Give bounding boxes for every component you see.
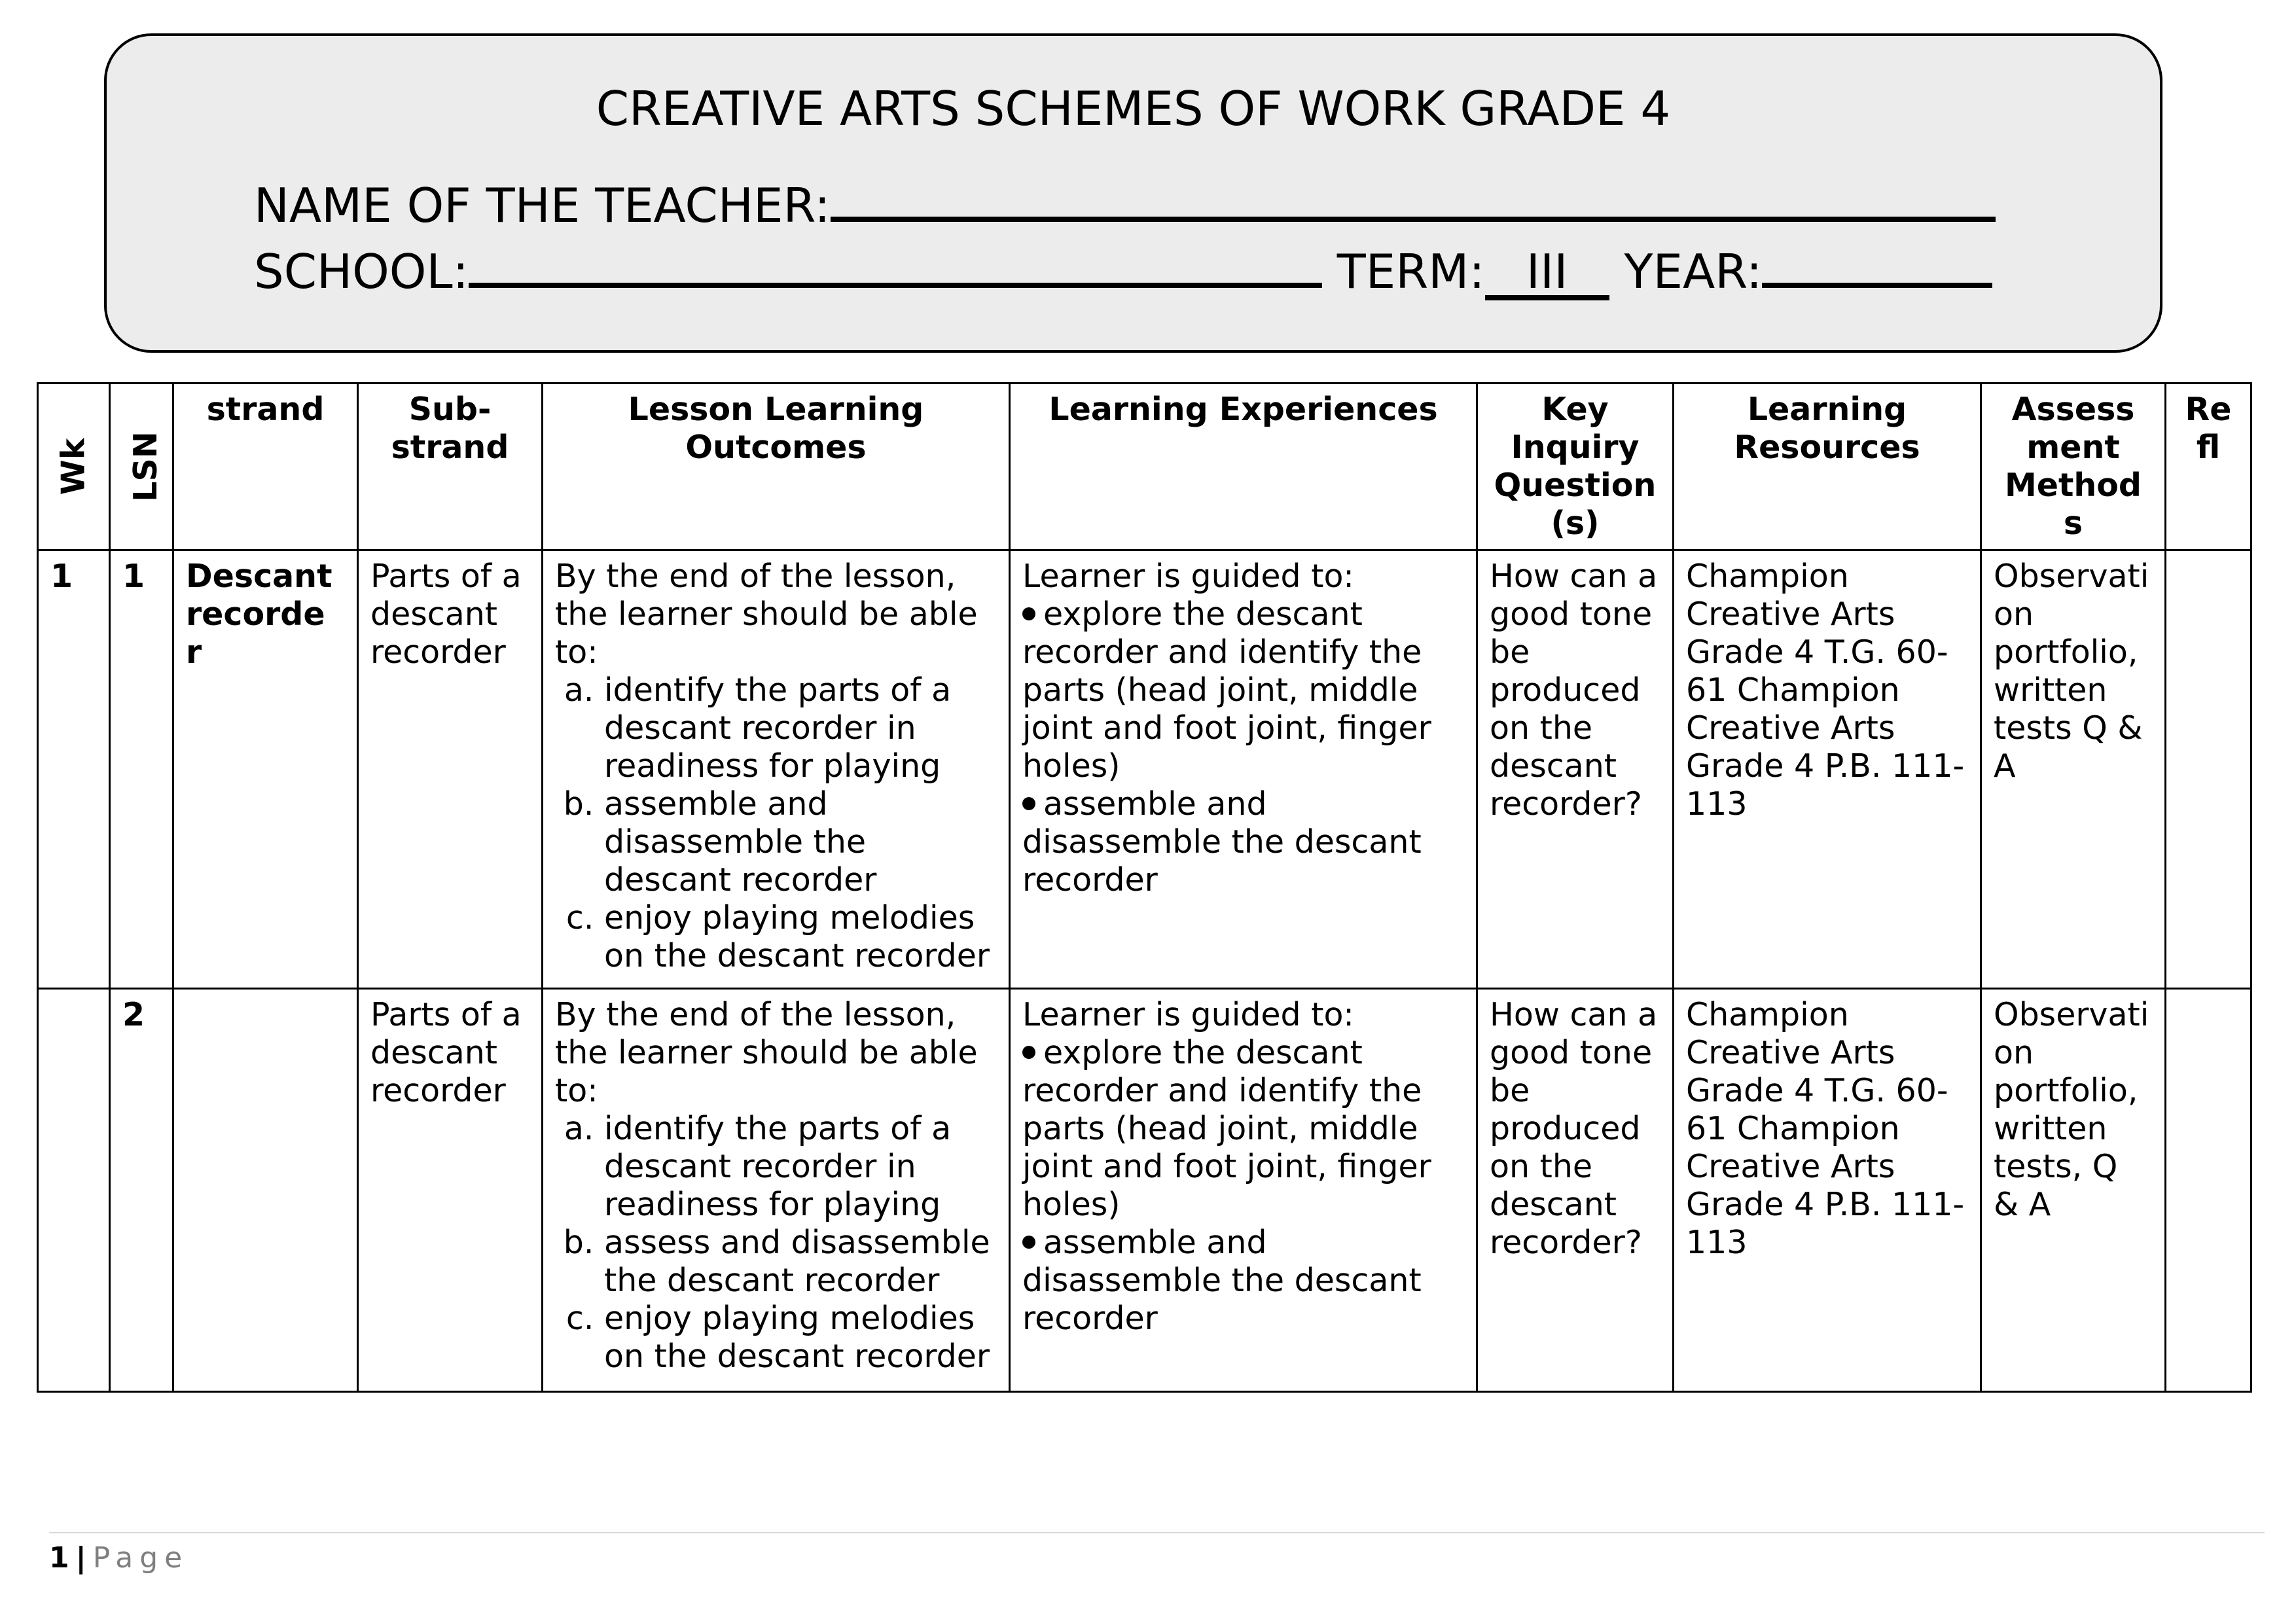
header-inquiry: Key Inquiry Question (s) (1477, 383, 1674, 550)
cell-strand: Descant recorde r (173, 550, 358, 989)
outcome-item: a. identify the parts of a descant recorder in readiness for playing (604, 1110, 997, 1224)
experience-item: explore the descant recorder and identify the parts (head joint, middle joint and foot joint, finger holes) (1022, 596, 1431, 785)
cell-lsn: 2 (110, 989, 173, 1392)
header-outcomes: Lesson Learning Outcomes (543, 383, 1010, 550)
document-title: CREATIVE ARTS SCHEMES OF WORK GRADE 4 (596, 81, 1671, 136)
experience-item: assemble and disassemble the descant recorder (1022, 785, 1422, 899)
header-reflection: Re fl (2166, 383, 2251, 550)
page-label: Page (92, 1541, 189, 1575)
schemes-table (37, 382, 2252, 1393)
year-label: YEAR: (1624, 244, 1763, 299)
year-blank (1762, 243, 1992, 288)
outcome-item: a. identify the parts of a descant recorder in readiness for playing (604, 671, 997, 785)
school-blank (469, 243, 1322, 288)
footer-divider (49, 1532, 2265, 1533)
outcomes-list (555, 1110, 997, 1376)
cell-inquiry: How can a good tone be produced on the descant recorder? (1477, 550, 1674, 989)
cell-experiences (1010, 989, 1477, 1392)
cell-assessment: Observati on portfolio, written tests Q & A (1981, 550, 2166, 989)
teacher-label: NAME OF THE TEACHER: (254, 178, 831, 233)
term-value: III (1485, 248, 1609, 300)
outcome-item: b. assess and disassemble the descant recorder (604, 1224, 997, 1300)
cell-outcomes (543, 989, 1010, 1392)
cell-reflection (2166, 550, 2251, 989)
experiences-intro: Learner is guided to: (1022, 996, 1354, 1033)
footer-separator: | (75, 1541, 86, 1575)
header-wk: Wk (38, 383, 110, 550)
header-lsn: LSN (110, 383, 173, 550)
experience-item: assemble and disassemble the descant recorder (1022, 1224, 1422, 1337)
cell-reflection (2166, 989, 2251, 1392)
table-row (38, 989, 2251, 1392)
cell-sub-strand: Parts of a descant recorder (358, 989, 543, 1392)
teacher-blank (831, 177, 1996, 222)
header-box (104, 33, 2162, 353)
table-header-row (38, 383, 2251, 550)
outcomes-intro: By the end of the lesson, the learner should be able to: (555, 558, 978, 671)
table-row (38, 550, 2251, 989)
bullet-icon (1022, 1046, 1035, 1059)
bullet-icon (1022, 797, 1035, 810)
header-experiences: Learning Experiences (1010, 383, 1477, 550)
header-assessment: Assess ment Method s (1981, 383, 2166, 550)
header-strand: strand (173, 383, 358, 550)
header-sub-strand: Sub-strand (358, 383, 543, 550)
school-label: SCHOOL: (254, 244, 469, 299)
cell-inquiry: How can a good tone be produced on the descant recorder? (1477, 989, 1674, 1392)
school-line (254, 243, 1992, 300)
cell-sub-strand: Parts of a descant recorder (358, 550, 543, 989)
outcome-item: c. enjoy playing melodies on the descant recorder (604, 1300, 997, 1376)
page-number: 1 (49, 1541, 69, 1575)
bullet-icon (1022, 607, 1035, 620)
header-resources: Learning Resources (1674, 383, 1981, 550)
teacher-line (254, 177, 1996, 233)
experience-item: explore the descant recorder and identify the parts (head joint, middle joint and foot joint, finger holes) (1022, 1034, 1431, 1223)
cell-wk (38, 989, 110, 1392)
cell-lsn: 1 (110, 550, 173, 989)
cell-outcomes (543, 550, 1010, 989)
cell-wk: 1 (38, 550, 110, 989)
cell-strand (173, 989, 358, 1392)
outcomes-intro: By the end of the lesson, the learner should be able to: (555, 996, 978, 1109)
outcome-item: b. assemble and disassemble the descant recorder (604, 785, 997, 899)
experiences-intro: Learner is guided to: (1022, 558, 1354, 595)
outcomes-list (555, 671, 997, 975)
cell-assessment: Observati on portfolio, written tests, Q & A (1981, 989, 2166, 1392)
cell-resources: Champion Creative Arts Grade 4 T.G. 60-61 Champion Creative Arts Grade 4 P.B. 111-113 (1674, 550, 1981, 989)
term-label: TERM: (1336, 244, 1485, 299)
bullet-icon (1022, 1236, 1035, 1249)
page-footer (49, 1541, 188, 1575)
cell-experiences (1010, 550, 1477, 989)
outcome-item: c. enjoy playing melodies on the descant recorder (604, 899, 997, 975)
cell-resources: Champion Creative Arts Grade 4 T.G. 60-61 Champion Creative Arts Grade 4 P.B. 111-113 (1674, 989, 1981, 1392)
